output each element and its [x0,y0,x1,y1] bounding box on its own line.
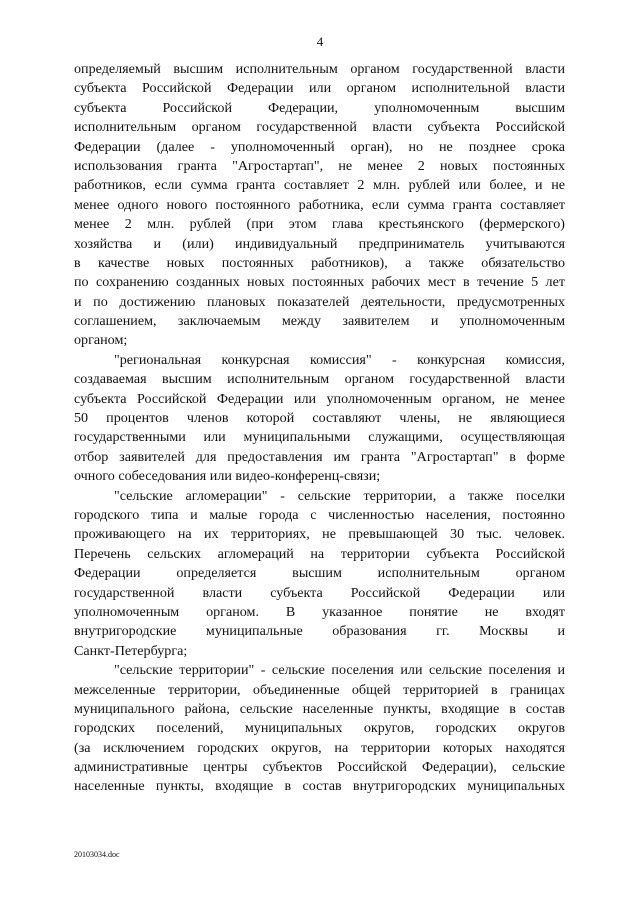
text-line: Перечень сельских агломераций на территории субъекта Российской [74,545,565,562]
text-line: городских поселений, муниципальных округов, городских округов [74,720,565,737]
text-line: хозяйства и (или) индивидуальный предприниматель учитываются [74,235,565,252]
text-line: органом; [74,332,128,349]
text-line: менее одного нового постоянного работника, если сумма гранта составляет [74,196,565,213]
text-line: населенные пункты, входящие в состав внутригородских муниципальных [74,778,565,795]
text-line: создаваемая высшим исполнительным органом государственной власти [74,371,565,388]
text-line: государственной власти субъекта Российской Федерации или [74,584,565,601]
footer-filename: 20103034.doc [74,850,120,859]
text-line: "региональная конкурсная комиссия" - конкурсная комиссия, [114,351,565,368]
text-line: проживающего на их территориях, не превышающей 30 тыс. человек. [74,526,565,543]
paragraph [74,60,565,351]
text-line: по сохранению созданных новых постоянных рабочих мест в течение 5 лет [74,274,565,291]
text-line: муниципального района, сельские населенные пункты, входящие в состав [74,700,565,717]
text-line: "сельские агломерации" - сельские территории, а также поселки [114,487,565,504]
text-line: уполномоченным органом. В указанное понятие не входят [74,603,565,620]
text-line: Санкт-Петербурга; [74,642,188,659]
text-line: субъекта Российской Федерации или органом исполнительной власти [74,80,565,97]
text-line: (за исключением городских округов, на территории которых находятся [74,739,565,756]
text-line: Федерации определяется высшим исполнительным органом [74,565,565,582]
text-line: 50 процентов членов которой составляют члены, не являющиеся [74,410,565,427]
text-line: соглашением, заключаемым между заявителем и уполномоченным [74,313,565,330]
page-number: 4 [316,34,324,49]
text-line: субъекта Российской Федерации или уполномоченным органом, не менее [74,390,565,407]
paragraph [74,487,565,662]
text-line: субъекта Российской Федерации, уполномоченным высшим [74,99,565,116]
paragraph [74,351,565,487]
text-line: внутригородские муниципальные образования гг. Москвы и [74,623,565,640]
text-line: в качестве новых постоянных работников), а также обязательство [74,254,565,271]
text-line: исполнительным органом государственной власти субъекта Российской [74,119,565,136]
text-line: и по достижению плановых показателей деятельности, предусмотренных [74,293,565,310]
text-line: административные центры субъектов Российской Федерации), сельские [74,759,565,776]
text-line: работников, если сумма гранта составляет 2 млн. рублей или более, и не [74,177,565,194]
text-line: отбор заявителей для предоставления им гранта "Агростартап" в форме [74,448,565,465]
text-line: определяемый высшим исполнительным органом государственной власти [74,61,565,77]
document-body [74,60,565,797]
text-line: государственными или муниципальными служащими, осуществляющая [74,429,565,446]
text-line: Федерации (далее - уполномоченный орган), но не позднее срока [74,138,565,155]
text-line: менее 2 млн. рублей (при этом глава крестьянского (фермерского) [74,216,565,233]
paragraph [74,661,565,797]
text-line: "сельские территории" - сельские поселения или сельские поселения и [114,662,565,679]
text-line: межселенные территории, объединенные общей территорией в границах [74,681,565,698]
text-line: использования гранта "Агростартап", не менее 2 новых постоянных [74,157,565,174]
text-line: очного собеседования или видео-конференц-связи; [74,468,381,485]
text-line: городского типа и малые города с численностью населения, постоянно [74,506,565,523]
